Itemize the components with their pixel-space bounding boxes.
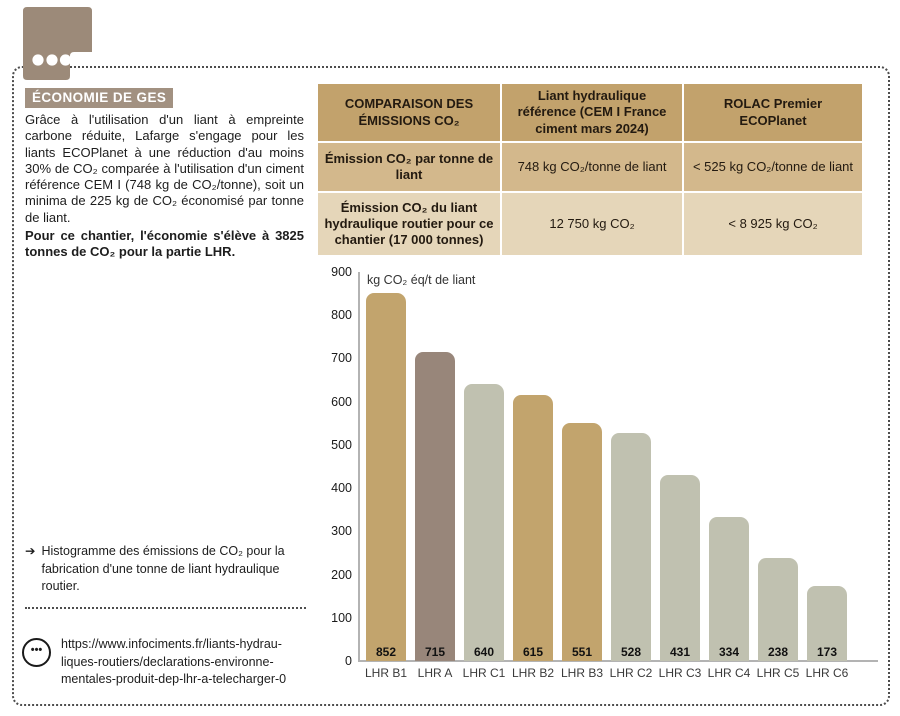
source-url-line: https://www.infociments.fr/liants-hydrau- xyxy=(61,637,282,651)
y-tick-label: 200 xyxy=(331,567,352,582)
bar-category-label: LHR A xyxy=(417,666,453,680)
arrow-icon: ➔ xyxy=(25,544,36,558)
bar-value-label: 431 xyxy=(669,645,691,659)
bar-lhr-b2 xyxy=(513,395,553,661)
y-tick-label: 300 xyxy=(331,524,352,539)
y-axis-line xyxy=(358,272,360,662)
logo-dot xyxy=(46,54,57,65)
bar-lhr-c2 xyxy=(611,433,651,661)
bar-category-label: LHR C3 xyxy=(658,666,702,680)
table-header-cell-0: COMPARAISON DES ÉMISSIONS CO₂ xyxy=(318,84,500,141)
bar-value-label: 551 xyxy=(571,645,593,659)
ellipsis-circle-icon: ••• xyxy=(22,638,51,667)
bar-value-label: 334 xyxy=(718,645,740,659)
bar-category-label: LHR B2 xyxy=(511,666,555,680)
table-cell-rolac-1: < 8 925 kg CO₂ xyxy=(684,193,862,255)
chart-caption-text: Histogramme des émissions de CO₂ pour la fabrication d'une tonne de liant hydraulique routier. xyxy=(41,544,285,593)
bar-lhr-c4 xyxy=(709,517,749,661)
logo-dot xyxy=(60,54,71,65)
bar-value-label: 615 xyxy=(522,645,544,659)
y-tick-label: 100 xyxy=(331,610,352,625)
bar-category-label: LHR C6 xyxy=(805,666,849,680)
bar-category-label: LHR C2 xyxy=(609,666,653,680)
source-url[interactable] xyxy=(61,636,286,689)
y-tick-label: 400 xyxy=(331,481,352,496)
emissions-comparison-table xyxy=(318,84,862,255)
bar-value-label: 528 xyxy=(620,645,642,659)
bar-lhr-c5 xyxy=(758,558,798,661)
y-tick-label: 800 xyxy=(331,308,352,323)
table-header-cell-1: Liant hydraulique référence (CEM I France ciment mars 2024) xyxy=(502,84,682,141)
table-cell-rolac-0: < 525 kg CO₂/tonne de liant xyxy=(684,143,862,191)
bar-category-label: LHR B1 xyxy=(364,666,408,680)
bar-value-label: 173 xyxy=(816,645,838,659)
y-axis-unit-label: kg CO₂ éq/t de liant xyxy=(367,273,476,287)
bar-category-label: LHR B3 xyxy=(560,666,604,680)
chart-caption xyxy=(25,543,303,596)
y-tick-label: 500 xyxy=(331,437,352,452)
y-tick-label: 600 xyxy=(331,394,352,409)
bar-category-label: LHR C1 xyxy=(462,666,506,680)
brand-logo xyxy=(23,7,92,80)
bar-lhr-c3 xyxy=(660,475,700,661)
bar-lhr-b3 xyxy=(562,423,602,661)
section-heading: ÉCONOMIE DE GES xyxy=(25,88,173,108)
bar-lhr-c6 xyxy=(807,586,847,661)
table-cell-reference-1: 12 750 kg CO₂ xyxy=(502,193,682,255)
intro-paragraph: Grâce à l'utilisation d'un liant à empreinte carbone réduite, Lafarge s'engage pour les liants ECOPlanet à une réduction d'au moins 30% de CO₂ comparée à l'utilisation d'un ciment référence CEM I (748 kg de CO₂/tonne), soit un minima de 225 kg de CO₂ économisé par tonne de liant. xyxy=(25,112,304,225)
bar-lhr-b1 xyxy=(366,293,406,661)
bar-value-label: 852 xyxy=(375,645,397,659)
table-row-label-0: Émission CO₂ par tonne de liant xyxy=(318,143,500,191)
bar-category-label: LHR C5 xyxy=(756,666,800,680)
bar-value-label: 238 xyxy=(767,645,789,659)
bar-lhr-a xyxy=(415,352,455,661)
y-tick-label: 700 xyxy=(331,351,352,366)
dotted-separator xyxy=(25,607,306,609)
table-header-cell-2: ROLAC Premier ECOPlanet xyxy=(684,84,862,141)
source-url-line: liques-routiers/declarations-environne- xyxy=(61,654,274,669)
table-row-label-1: Émission CO₂ du liant hydraulique routier pour ce chantier (17 000 tonnes) xyxy=(318,193,500,255)
bar-category-label: LHR C4 xyxy=(707,666,751,680)
table-cell-reference-0: 748 kg CO₂/tonne de liant xyxy=(502,143,682,191)
bar-value-label: 640 xyxy=(473,645,495,659)
source-link-row xyxy=(22,636,286,689)
bar-lhr-c1 xyxy=(464,384,504,661)
y-tick-label: 900 xyxy=(331,265,352,279)
logo-dot xyxy=(32,54,43,65)
highlight-paragraph: Pour ce chantier, l'économie s'élève à 3825 tonnes de CO₂ pour la partie LHR. xyxy=(25,228,304,260)
bar-value-label: 715 xyxy=(424,645,446,659)
y-tick-label: 0 xyxy=(345,654,352,668)
source-url-line: mentales-produit-dep-lhr-a-telecharger-0 xyxy=(61,672,287,686)
